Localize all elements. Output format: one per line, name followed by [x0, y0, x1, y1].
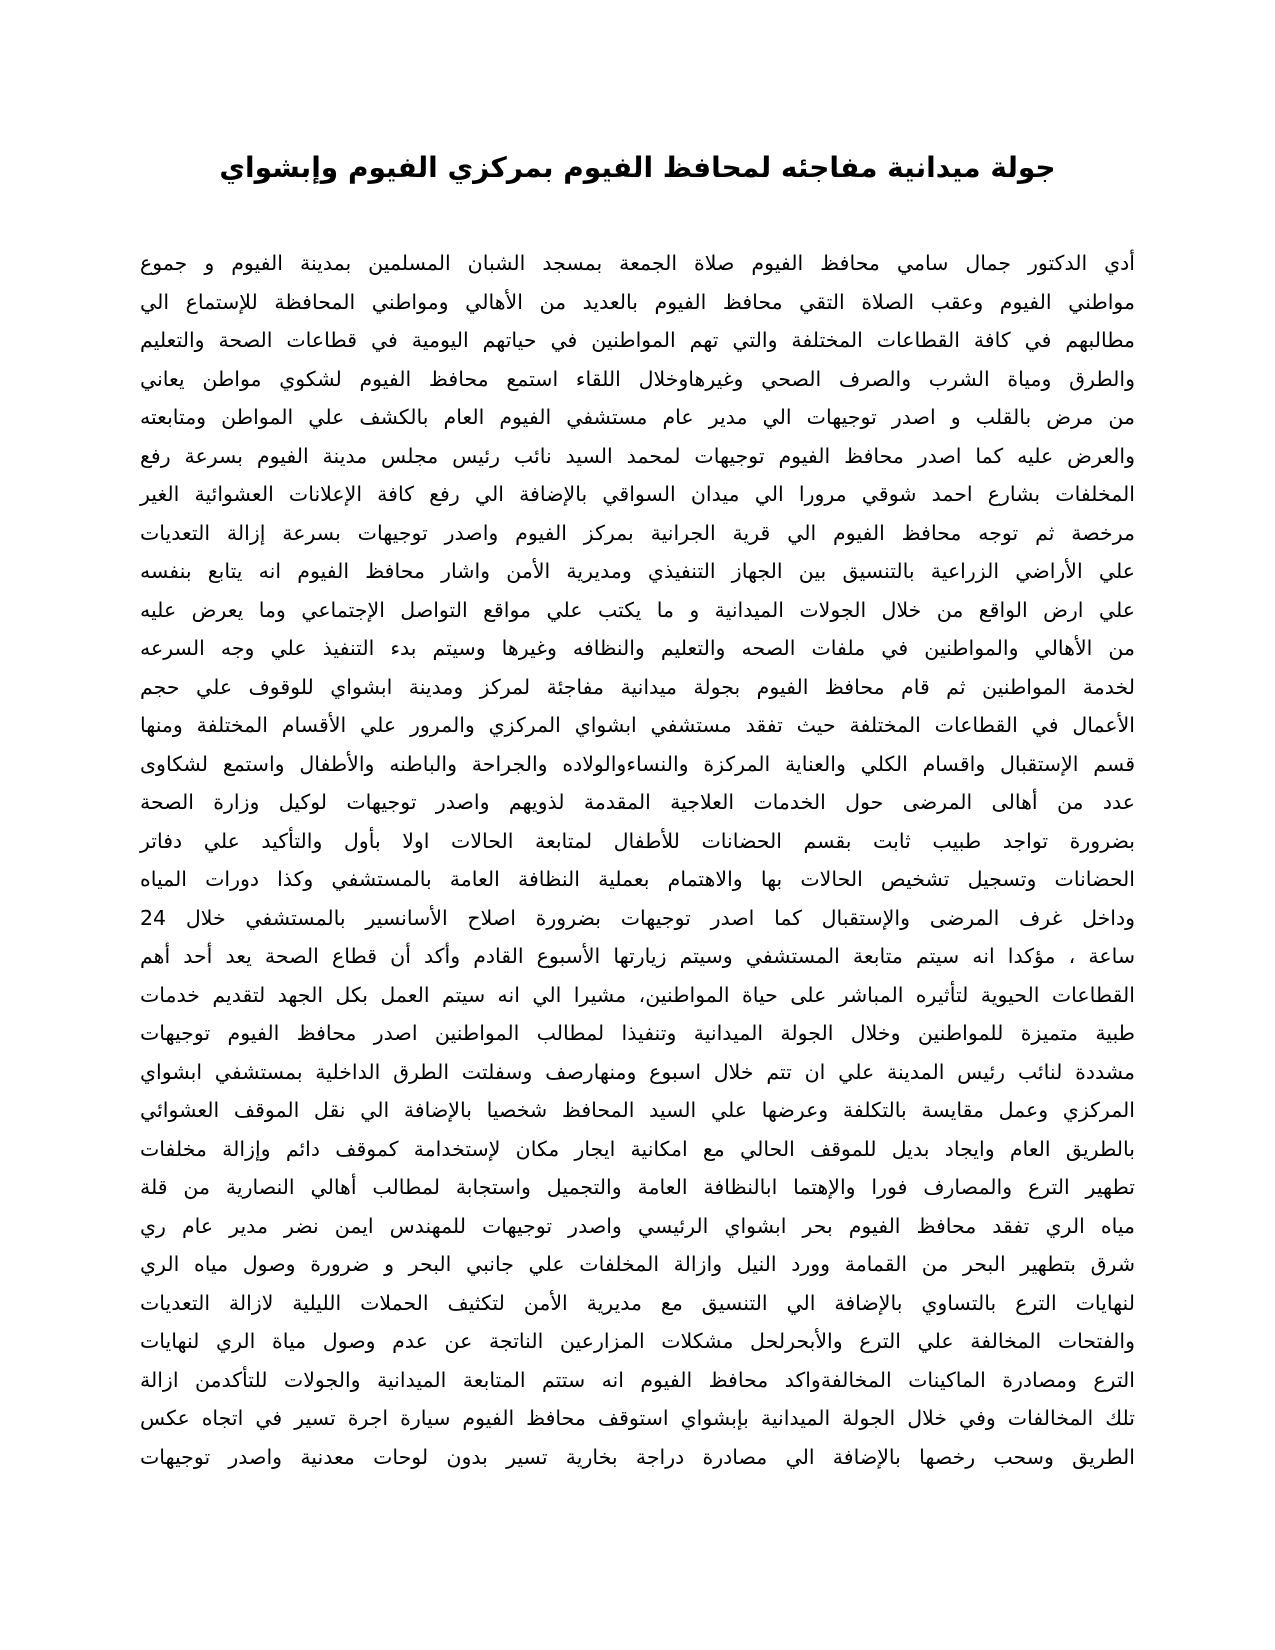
paragraph-line: والعرض عليه كما اصدر محافظ الفيوم توجيهات لمحمد السيد نائب رئيس مجلس مدينة الفيوم بسرعة رفع: [140, 443, 1135, 468]
paragraph-line: الحضانات وتسجيل تشخيص الحالات بها والاهتمام بعملية النظافة العامة بالمستشفي وكذا دورات المياه: [140, 867, 1135, 891]
paragraph-line: مطالبهم في كافة القطاعات المختلفة والتي تهم المواطنين في حياتهم اليومية في قطاعات الصحة والتعليم: [140, 328, 1135, 352]
paragraph-line: والفتحات المخالفة علي الترع والأبحرلحل مشكلات المزارعين الناتجة عن عدم وصول مياة الري لنهايات: [140, 1329, 1135, 1353]
paragraph-line: القطاعات الحيوية لتأثيره المباشر على حياة المواطنين، مشيرا الي انه سيتم العمل بكل الجهد لتقديم خدمات: [140, 982, 1135, 1007]
paragraph-line: وداخل غرف المرضى والإستقبال كما اصدر توجيهات بضرورة اصلاح الأسانسير بالمستشفي خلال 24: [140, 905, 1135, 930]
article-body: [140, 244, 1135, 1476]
paragraph-line: عدد من أهالى المرضى حول الخدمات العلاجية المقدمة لذويهم واصدر توجيهات لوكيل وزارة الصحة: [140, 790, 1135, 814]
paragraph-line: المخلفات بشارع احمد شوقي مرورا الي ميدان السواقي بالإضافة الي رفع كافة الإعلانات العشوائية الغير: [140, 482, 1135, 506]
paragraph-line: شرق بتطهير البحر من القمامة وورد النيل وازالة المخلفات علي جانبي البحر و ضرورة وصول مياه الري: [140, 1252, 1135, 1276]
paragraph-line: قسم الإستقبال واقسام الكلي والعناية المركزة والنساءوالولاده والجراحة والباطنه والأطفال واستمع لشكاوى: [140, 751, 1135, 776]
paragraph-line: والطرق ومياة الشرب والصرف الصحي وغيرهاوخلال اللقاء استمع محافظ الفيوم لشكوي مواطن يعاني: [140, 366, 1135, 391]
paragraph-line: مشددة لنائب رئيس المدينة علي ان تتم خلال اسبوع ومنهارصف وسفلتت الطرق الداخلية بمستشفي ابشواي: [140, 1059, 1135, 1084]
paragraph-line: الطريق وسحب رخصها بالإضافة الي مصادرة دراجة بخارية تسير بدون لوحات معدنية واصدر توجيهات: [140, 1444, 1135, 1469]
paragraph-line: أدي الدكتور جمال سامي محافظ الفيوم صلاة الجمعة بمسجد الشبان المسلمين بمدينة الفيوم و جموع: [140, 251, 1135, 275]
paragraph-line: بضرورة تواجد طبيب ثابت بقسم الحضانات للأطفال لمتابعة الحالات اولا بأول والتأكيد علي دفاتر: [140, 828, 1135, 853]
page-title: جولة ميدانية مفاجئه لمحافظ الفيوم بمركزي الفيوم وإبشواي: [219, 151, 1056, 184]
paragraph-line: علي الأراضي الزراعية بالتنسيق بين الجهاز التنفيذي ومديرية الأمن واشار محافظ الفيوم انه يتابع بنفسه: [140, 559, 1135, 583]
paragraph-line: المركزي وعمل مقايسة بالتكلفة وعرضها علي السيد المحافظ شخصيا بالإضافة الي نقل الموقف العشوائي: [140, 1098, 1135, 1122]
paragraph-line: من الأهالي والمواطنين في ملفات الصحه والتعليم والنظافه وغيرها وسيتم بدء التنفيذ علي وجه السرعه: [140, 636, 1135, 660]
paragraph-line: مواطني الفيوم وعقب الصلاة التقي محافظ الفيوم بالعديد من الأهالي ومواطني المحافظة للإستماع الي: [140, 289, 1135, 314]
paragraph-line: لخدمة المواطنين ثم قام محافظ الفيوم بجولة ميدانية مفاجئة لمركز ومدينة ابشواي للوقوف علي حجم: [140, 674, 1135, 699]
paragraph-line: لنهايات الترع بالتساوي بالإضافة الي التنسيق مع مديرية الأمن لتكثيف الحملات الليلية لازالة التعديات: [140, 1290, 1135, 1315]
paragraph-line: تلك المخالفات وفي خلال الجولة الميدانية بإبشواي استوقف محافظ الفيوم سيارة اجرة تسير في اتجاه عكس: [140, 1406, 1135, 1430]
paragraph-line: من مرض بالقلب و اصدر توجيهات الي مدير عام مستشفي الفيوم العام بالكشف علي المواطن ومتابعته: [140, 405, 1135, 429]
paragraph-line: الأعمال في القطاعات المختلفة حيث تفقد مستشفي ابشواي المركزي والمرور علي الأقسام المختلفة ومنها: [140, 713, 1135, 737]
paragraph-line: بالطريق العام وايجاد بديل للموقف الحالي مع امكانية ايجار مكان لإستخدامة كموقف دائم وإزالة مخلفات: [140, 1136, 1135, 1161]
paragraph-line: مرخصة ثم توجه محافظ الفيوم الي قرية الجرانية بمركز الفيوم واصدر توجيهات بسرعة إزالة التعديات: [140, 520, 1135, 545]
paragraph-line: طبية متميزة للمواطنين وخلال الجولة الميدانية وتنفيذا لمطالب المواطنين اصدر محافظ الفيوم توجيهات: [140, 1021, 1135, 1045]
paragraph-line: علي ارض الواقع من خلال الجولات الميدانية و ما يكتب علي مواقع التواصل الإجتماعي وما يعرض عليه: [140, 597, 1135, 622]
paragraph-line: الترع ومصادرة الماكينات المخالفةواكد محافظ الفيوم انه ستتم المتابعة الميدانية والجولات للتأكدمن ازالة: [140, 1367, 1135, 1392]
paragraph-line: ساعة ، مؤكدا انه سيتم متابعة المستشفي وسيتم زيارتها الأسبوع القادم وأكد أن قطاع الصحة يعد أحد أهم: [140, 944, 1135, 968]
paragraph-line: تطهير الترع والمصارف فورا والإهتما ابالنظافة العامة والتجميل واستجابة لمطالب أهالي النصارية من قلة: [140, 1175, 1135, 1199]
paragraph-line: مياه الري تفقد محافظ الفيوم بحر ابشواي الرئيسي واصدر توجيهات للمهندس ايمن نضر مدير عام ري: [140, 1213, 1135, 1238]
